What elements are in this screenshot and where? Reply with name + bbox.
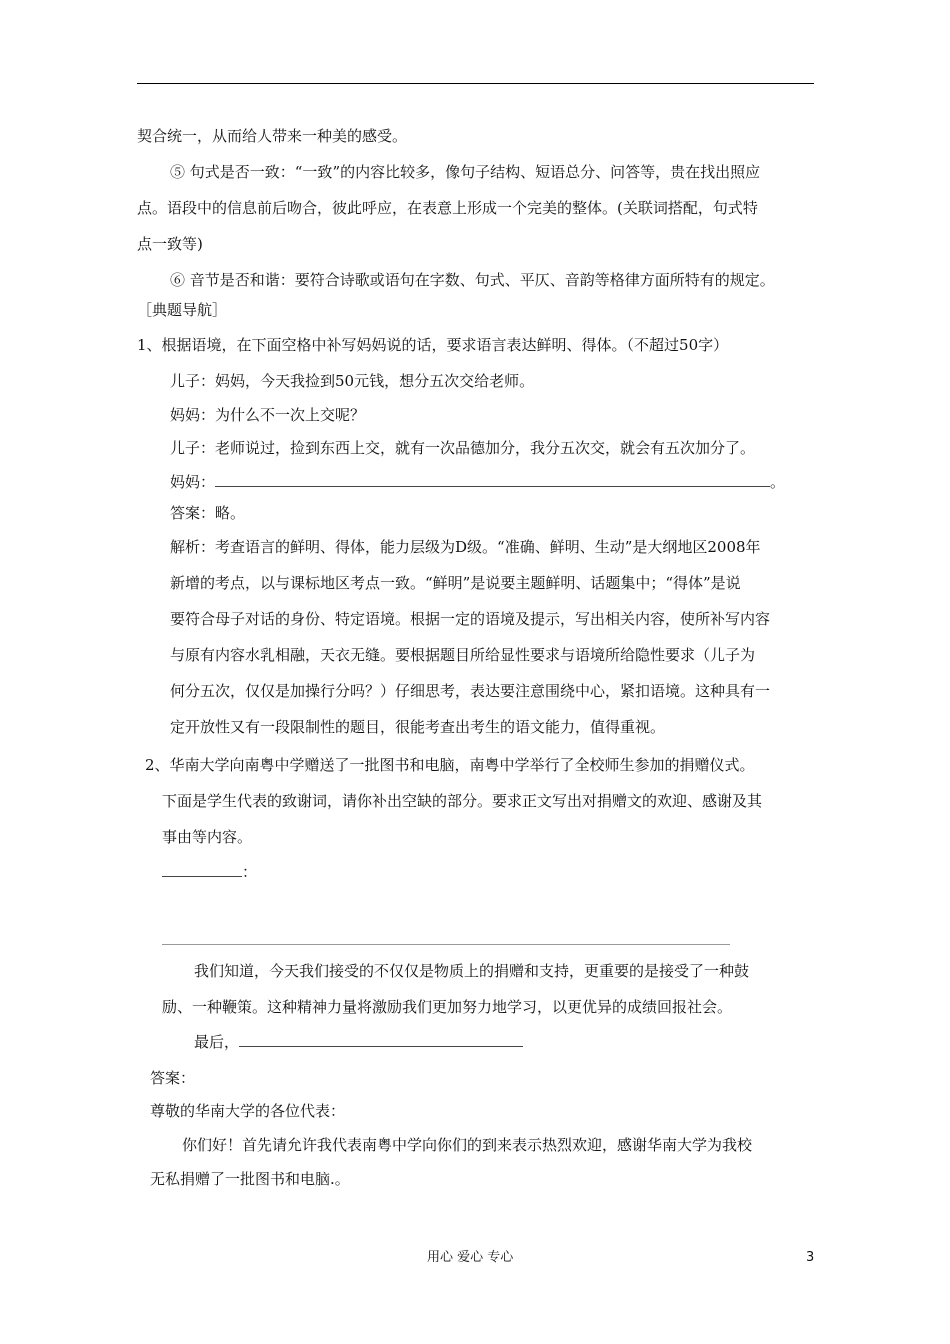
salutation-blank[interactable] xyxy=(162,862,242,877)
header-rule xyxy=(137,83,814,84)
answer-salutation: 尊敬的华南大学的各位代表： xyxy=(150,1102,346,1120)
footer-text: 用心 爱心 专心 xyxy=(427,1250,514,1265)
section-heading: ［典题导航］ xyxy=(137,301,228,319)
point-6-text: ⑥ 音节是否和谐：要符合诗歌或语句在字数、句式、平仄、音韵等格律方面所特有的规定。 xyxy=(170,271,775,289)
mom-end-mark: 。 xyxy=(770,473,786,491)
dialogue-line: 儿子：妈妈，今天我捡到50元钱，想分五次交给老师。 xyxy=(170,372,535,390)
mom-label: 妈妈： xyxy=(170,473,216,491)
letter-body-line: 励、一种鞭策。这种精神力量将激励我们更加努力地学习，以更优异的成绩回报社会。 xyxy=(162,998,733,1016)
finally-label: 最后， xyxy=(194,1033,240,1051)
closing-line xyxy=(194,1032,523,1052)
page-number: 3 xyxy=(806,1250,815,1265)
analysis-line: 与原有内容水乳相融，天衣无缝。要根据题目所给显性要求与语境所给隐性要求（儿子为 xyxy=(170,646,756,664)
question-1-answer: 答案：略。 xyxy=(170,504,246,522)
analysis-line: 解析：考查语言的鲜明、得体，能力层级为D级。“准确、鲜明、生动”是大纲地区2008年 xyxy=(170,538,761,556)
dialogue-line: 妈妈：为什么不一次上交呢？ xyxy=(170,406,366,424)
point-5-line-2: 点。语段中的信息前后吻合，彼此呼应，在表意上形成一个完美的整体。(关联词搭配，句式特 xyxy=(137,199,758,217)
analysis-line: 要符合母子对话的身份、特定语境。根据一定的语境及提示，写出相关内容，使所补写内容 xyxy=(170,610,771,628)
point-5-line-3: 点一致等) xyxy=(137,235,203,253)
question-2-answer-label: 答案： xyxy=(150,1069,196,1087)
question-2-prompt-line: 下面是学生代表的致谢词，请你补出空缺的部分。要求正文写出对捐赠文的欢迎、感谢及其 xyxy=(162,792,763,810)
question-2-prompt-line: 2、华南大学向南粤中学赠送了一批图书和电脑，南粤中学举行了全校师生参加的捐赠仪式。 xyxy=(145,756,755,774)
mom-answer-line xyxy=(170,472,785,492)
analysis-line: 何分五次，仅仅是加操行分吗？）仔细思考，表达要注意围绕中心，紧扣语境。这种具有一 xyxy=(170,682,771,700)
analysis-line: 定开放性又有一段限制性的题目，很能考查出考生的语文能力，值得重视。 xyxy=(170,718,666,736)
answer-body-line: 无私捐赠了一批图书和电脑.。 xyxy=(150,1170,350,1188)
greeting-blank-line[interactable] xyxy=(162,944,730,945)
continuation-text: 契合统一，从而给人带来一种美的感受。 xyxy=(137,127,408,145)
point-5-line-1: ⑤ 句式是否一致：“一致”的内容比较多，像句子结构、短语总分、问答等，贵在找出照应 xyxy=(170,163,761,181)
salutation-line xyxy=(162,862,257,882)
question-2-prompt-line: 事由等内容。 xyxy=(162,828,253,846)
letter-body-line: 我们知道，今天我们接受的不仅仅是物质上的捐赠和支持，更重要的是接受了一种鼓 xyxy=(194,962,750,980)
mom-answer-blank[interactable] xyxy=(215,472,770,487)
closing-blank[interactable] xyxy=(239,1032,523,1047)
question-1-prompt: 1、根据语境，在下面空格中补写妈妈说的话，要求语言表达鲜明、得体。（不超过50字） xyxy=(137,336,729,354)
analysis-line: 新增的考点，以与课标地区考点一致。“鲜明”是说要主题鲜明、话题集中；“得体”是说 xyxy=(170,574,741,592)
answer-body-line: 你们好！首先请允许我代表南粤中学向你们的到来表示热烈欢迎，感谢华南大学为我校 xyxy=(182,1136,753,1154)
salutation-colon: ： xyxy=(242,863,258,881)
dialogue-line: 儿子：老师说过，捡到东西上交，就有一次品德加分，我分五次交，就会有五次加分了。 xyxy=(170,439,756,457)
